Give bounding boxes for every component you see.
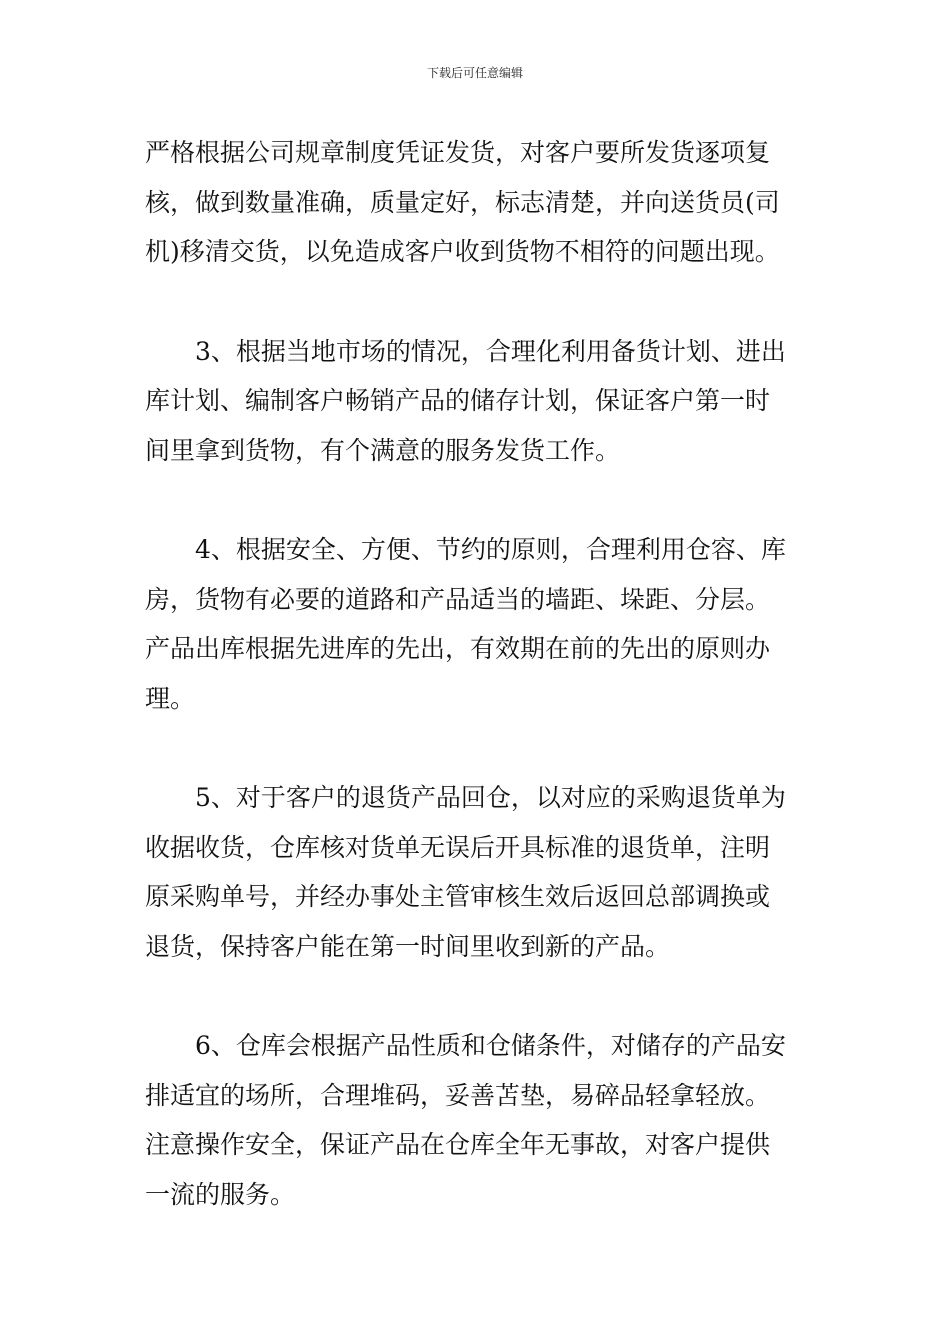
paragraph-item-5 [145,773,810,971]
paragraph-continuation [145,128,810,277]
text-line: 一流的服务。 [145,1179,296,1209]
document-body [145,128,810,1219]
text-line: 3、根据当地市场的情况，合理化利用备货计划、进出 [195,336,786,366]
text-line: 产品出库根据先进库的先出，有效期在前的先出的原则办 [145,634,771,663]
text-line: 理。 [145,683,196,713]
text-line: 库计划、编制客户畅销产品的储存计划，保证客户第一时 [145,386,771,415]
text-line: 收据收货，仓库核对货单无误后开具标准的退货单，注明 [145,832,771,862]
text-line: 6、仓库会根据产品性质和仓储条件，对储存的产品安 [195,1031,786,1060]
text-line: 间里拿到货物，有个满意的服务发货工作。 [145,435,621,465]
paragraph-item-3 [145,327,810,476]
text-line: 房，货物有必要的道路和产品适当的墙距、垛距、分层。 [145,584,771,614]
text-line: 核，做到数量准确，质量定好，标志清楚，并向送货员(司 [145,187,780,217]
text-line: 严格根据公司规章制度凭证发货，对客户要所发货逐项复 [145,138,771,167]
text-line: 4、根据安全、方便、节约的原则，合理利用仓容、库 [195,535,786,564]
page-header: 下载后可任意编辑 [426,66,523,80]
text-line: 排适宜的场所，合理堆码，妥善苫垫，易碎品轻拿轻放。 [145,1080,771,1110]
paragraph-item-4 [145,525,810,723]
text-line: 机)移清交货，以免造成客户收到货物不相符的问题出现。 [145,237,780,266]
text-line: 注意操作安全，保证产品在仓库全年无事故，对客户提供 [145,1130,771,1159]
text-line: 原采购单号，并经办事处主管审核生效后返回总部调换或 [145,882,771,911]
text-line: 退货，保持客户能在第一时间里收到新的产品。 [145,931,671,961]
paragraph-item-6 [145,1021,810,1219]
text-line: 5、对于客户的退货产品回仓，以对应的采购退货单为 [195,783,786,812]
